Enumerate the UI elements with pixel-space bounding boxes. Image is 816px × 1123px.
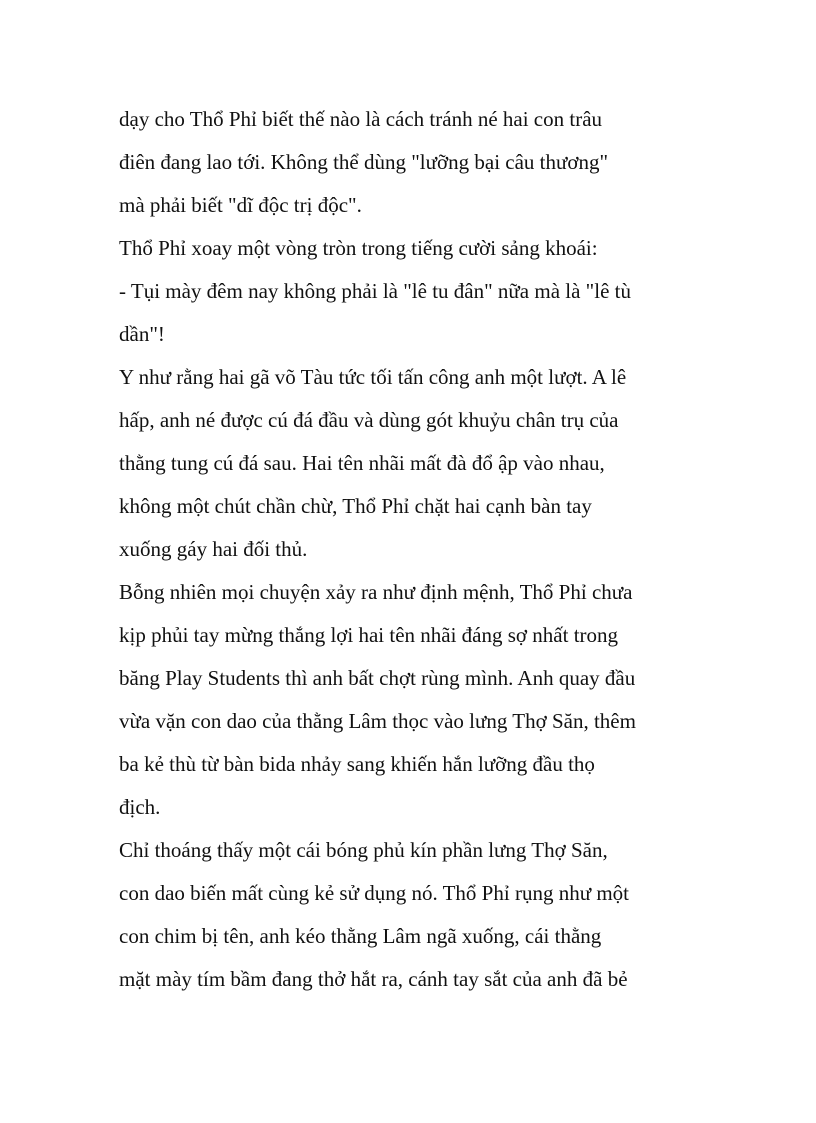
text-line: điên đang lao tới. Không thể dùng "lưỡng bại câu thương" <box>119 150 609 174</box>
text-line: Chỉ thoáng thấy một cái bóng phủ kín phần lưng Thợ Săn, <box>119 838 608 862</box>
text-line: vừa vặn con dao của thằng Lâm thọc vào lưng Thợ Săn, thêm <box>119 709 636 733</box>
text-line: dần"! <box>119 322 165 346</box>
text-line: địch. <box>119 795 161 819</box>
text-line: Bỗng nhiên mọi chuyện xảy ra như định mệnh, Thổ Phỉ chưa <box>119 580 633 604</box>
text-line: mặt mày tím bầm đang thở hắt ra, cánh tay sắt của anh đã bẻ <box>119 967 628 991</box>
text-line: ba kẻ thù từ bàn bida nhảy sang khiến hắn lưỡng đầu thọ <box>119 752 595 776</box>
text-line: không một chút chần chừ, Thổ Phỉ chặt hai cạnh bàn tay <box>119 494 592 518</box>
text-line: Thổ Phỉ xoay một vòng tròn trong tiếng cười sảng khoái: <box>119 236 598 260</box>
text-line: Y như rằng hai gã võ Tàu tức tối tấn công anh một lượt. A lê <box>119 365 627 389</box>
text-line: con dao biến mất cùng kẻ sử dụng nó. Thổ Phỉ rụng như một <box>119 881 629 905</box>
text-line: xuống gáy hai đối thủ. <box>119 537 308 561</box>
text-line: dạy cho Thổ Phỉ biết thế nào là cách tránh né hai con trâu <box>119 107 603 131</box>
text-line: thằng tung cú đá sau. Hai tên nhãi mất đà đổ ập vào nhau, <box>119 451 605 475</box>
text-line: kịp phủi tay mừng thắng lợi hai tên nhãi đáng sợ nhất trong <box>119 623 619 647</box>
text-line: - Tụi mày đêm nay không phải là "lê tu đân" nữa mà là "lê tù <box>119 279 631 303</box>
text-line: con chim bị tên, anh kéo thằng Lâm ngã xuống, cái thằng <box>119 924 602 948</box>
body-text <box>119 98 719 1001</box>
text-line: băng Play Students thì anh bất chợt rùng mình. Anh quay đầu <box>119 666 636 690</box>
text-line: hấp, anh né được cú đá đầu và dùng gót khuỷu chân trụ của <box>119 408 619 432</box>
text-line: mà phải biết "dĩ độc trị độc". <box>119 193 362 217</box>
